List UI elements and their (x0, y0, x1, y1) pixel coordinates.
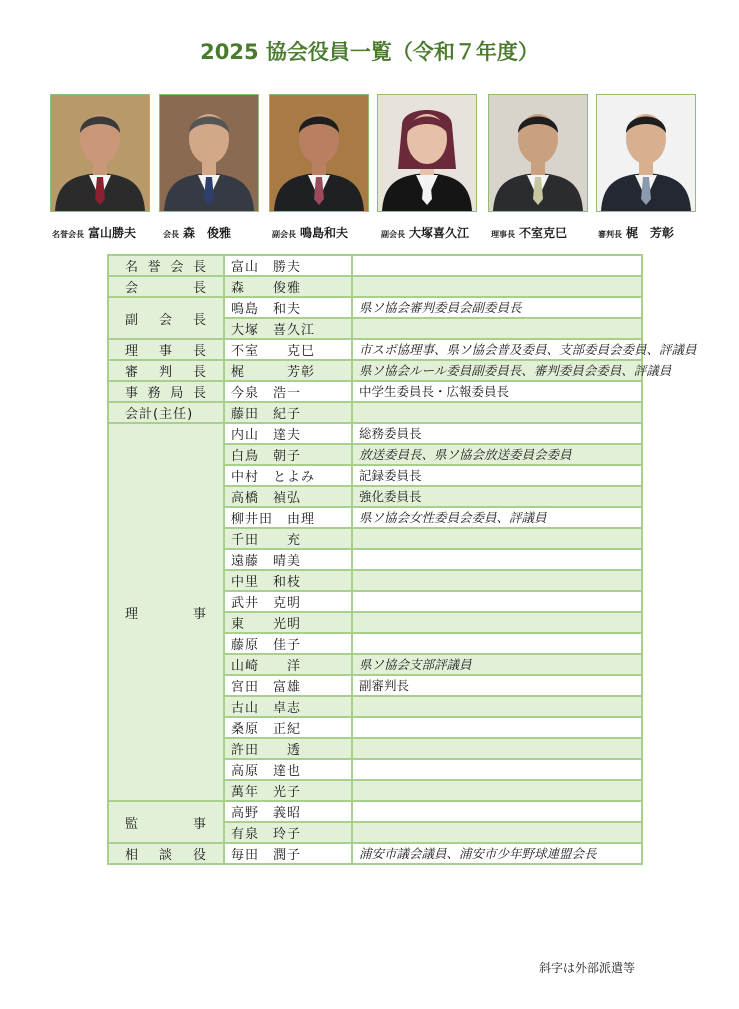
table-row (108, 801, 642, 822)
member-note: 記録委員長 (352, 465, 642, 486)
member-name: 千田 充 (224, 528, 352, 549)
officer-photo (488, 94, 588, 212)
table-row (108, 381, 642, 402)
member-name: 武井 克明 (224, 591, 352, 612)
role-cell (108, 360, 224, 381)
officer-caption (491, 224, 567, 241)
member-note: 浦安市議会議員、浦安市少年野球連盟会長 (352, 843, 642, 864)
footnote: 斜字は外部派遣等 (538, 961, 635, 975)
role-label: 理 事 (125, 606, 207, 622)
role-cell (108, 423, 224, 801)
officer-caption (381, 224, 469, 241)
member-note (352, 318, 642, 339)
officer-photo (596, 94, 696, 212)
role-cell (108, 276, 224, 297)
member-name: 藤原 佳子 (224, 633, 352, 654)
caption-role: 理事長 (491, 230, 515, 239)
role-label: 審 判 長 (125, 365, 207, 380)
member-name: 古山 卓志 (224, 696, 352, 717)
member-name: 桑原 正紀 (224, 717, 352, 738)
member-name: 森 俊雅 (224, 276, 352, 297)
member-name: 高野 義昭 (224, 801, 352, 822)
member-name: 藤田 紀子 (224, 402, 352, 423)
member-name: 高橋 禎弘 (224, 486, 352, 507)
caption-role: 副会長 (381, 230, 405, 239)
member-name: 遠藤 晴美 (224, 549, 352, 570)
table-row (108, 360, 642, 381)
member-note (352, 738, 642, 759)
member-note: 県ソ協会女性委員会委員、評議員 (352, 507, 642, 528)
role-cell (108, 255, 224, 276)
caption-name: 鳴島和夫 (300, 226, 349, 240)
caption-role: 会長 (163, 230, 179, 239)
table-row (108, 297, 642, 318)
member-name: 中村 とよみ (224, 465, 352, 486)
member-name: 不室 克巳 (224, 339, 352, 360)
role-label: 理 事 長 (125, 344, 207, 359)
member-name: 山崎 洋 (224, 654, 352, 675)
member-name: 宮田 富雄 (224, 675, 352, 696)
member-name: 大塚 喜久江 (224, 318, 352, 339)
member-note (352, 570, 642, 591)
member-name: 白鳥 朝子 (224, 444, 352, 465)
member-note (352, 255, 642, 276)
member-name: 萬年 光子 (224, 780, 352, 801)
officer-photo (377, 94, 477, 212)
role-cell (108, 297, 224, 339)
caption-name: 大塚喜久江 (409, 226, 470, 240)
member-note (352, 528, 642, 549)
member-note (352, 612, 642, 633)
role-cell (108, 402, 224, 423)
member-note: 副審判長 (352, 675, 642, 696)
member-note: 県ソ協会審判委員会副委員長 (352, 297, 642, 318)
member-note (352, 633, 642, 654)
caption-name: 梶 芳彰 (626, 226, 675, 240)
member-name: 有泉 玲子 (224, 822, 352, 843)
member-name: 柳井田 由理 (224, 507, 352, 528)
member-note: 総務委員長 (352, 423, 642, 444)
role-label: 監 事 (125, 816, 207, 832)
member-name: 内山 達夫 (224, 423, 352, 444)
member-note (352, 801, 642, 822)
member-note (352, 402, 642, 423)
member-note (352, 276, 642, 297)
officer-photo (50, 94, 150, 212)
role-cell (108, 381, 224, 402)
officer-photo (159, 94, 259, 212)
member-note: 市スポ協理事、県ソ協会普及委員、支部委員会委員、評議員 (352, 339, 642, 360)
member-name: 毎田 潤子 (224, 843, 352, 864)
member-note (352, 822, 642, 843)
member-name: 東 光明 (224, 612, 352, 633)
role-label: 会計(主任) (125, 407, 194, 422)
member-name: 梶 芳彰 (224, 360, 352, 381)
role-label: 会 長 (125, 281, 207, 296)
caption-name: 富山勝夫 (88, 226, 137, 240)
table-row (108, 423, 642, 444)
member-name: 鳴島 和夫 (224, 297, 352, 318)
page-title: 2025 協会役員一覧（令和７年度） (200, 40, 539, 64)
member-note: 県ソ協会支部評議員 (352, 654, 642, 675)
officer-caption (52, 224, 136, 241)
member-note (352, 591, 642, 612)
role-cell (108, 843, 224, 864)
member-name: 富山 勝夫 (224, 255, 352, 276)
officer-caption (598, 224, 674, 241)
member-note (352, 780, 642, 801)
role-label: 事 務 局 長 (125, 386, 207, 401)
role-cell (108, 339, 224, 360)
caption-role: 審判長 (598, 230, 622, 239)
member-note: 放送委員長、県ソ協会放送委員会委員 (352, 444, 642, 465)
table-row (108, 276, 642, 297)
table-row (108, 843, 642, 864)
officer-photo (269, 94, 369, 212)
role-label: 副 会 長 (125, 312, 207, 328)
officer-caption (272, 224, 348, 241)
table-row (108, 255, 642, 276)
officer-caption (163, 224, 231, 241)
member-note: 強化委員長 (352, 486, 642, 507)
member-note (352, 696, 642, 717)
member-note (352, 759, 642, 780)
role-label: 相 談 役 (125, 848, 207, 863)
member-name: 今泉 浩一 (224, 381, 352, 402)
officer-photo-strip (0, 94, 739, 214)
caption-name: 不室克巳 (519, 226, 568, 240)
caption-name: 森 俊雅 (183, 226, 232, 240)
role-label: 名 誉 会 長 (125, 260, 207, 275)
caption-role: 名誉会長 (52, 230, 84, 239)
table-row (108, 402, 642, 423)
member-name: 中里 和枝 (224, 570, 352, 591)
member-note: 中学生委員長・広報委員長 (352, 381, 642, 402)
role-cell (108, 801, 224, 843)
member-note: 県ソ協会ルール委員副委員長、審判委員会委員、評議員 (352, 360, 642, 381)
member-note (352, 549, 642, 570)
member-note (352, 717, 642, 738)
member-name: 許田 透 (224, 738, 352, 759)
member-name: 高原 達也 (224, 759, 352, 780)
caption-role: 副会長 (272, 230, 296, 239)
table-row (108, 339, 642, 360)
officer-roster-table (107, 254, 697, 865)
